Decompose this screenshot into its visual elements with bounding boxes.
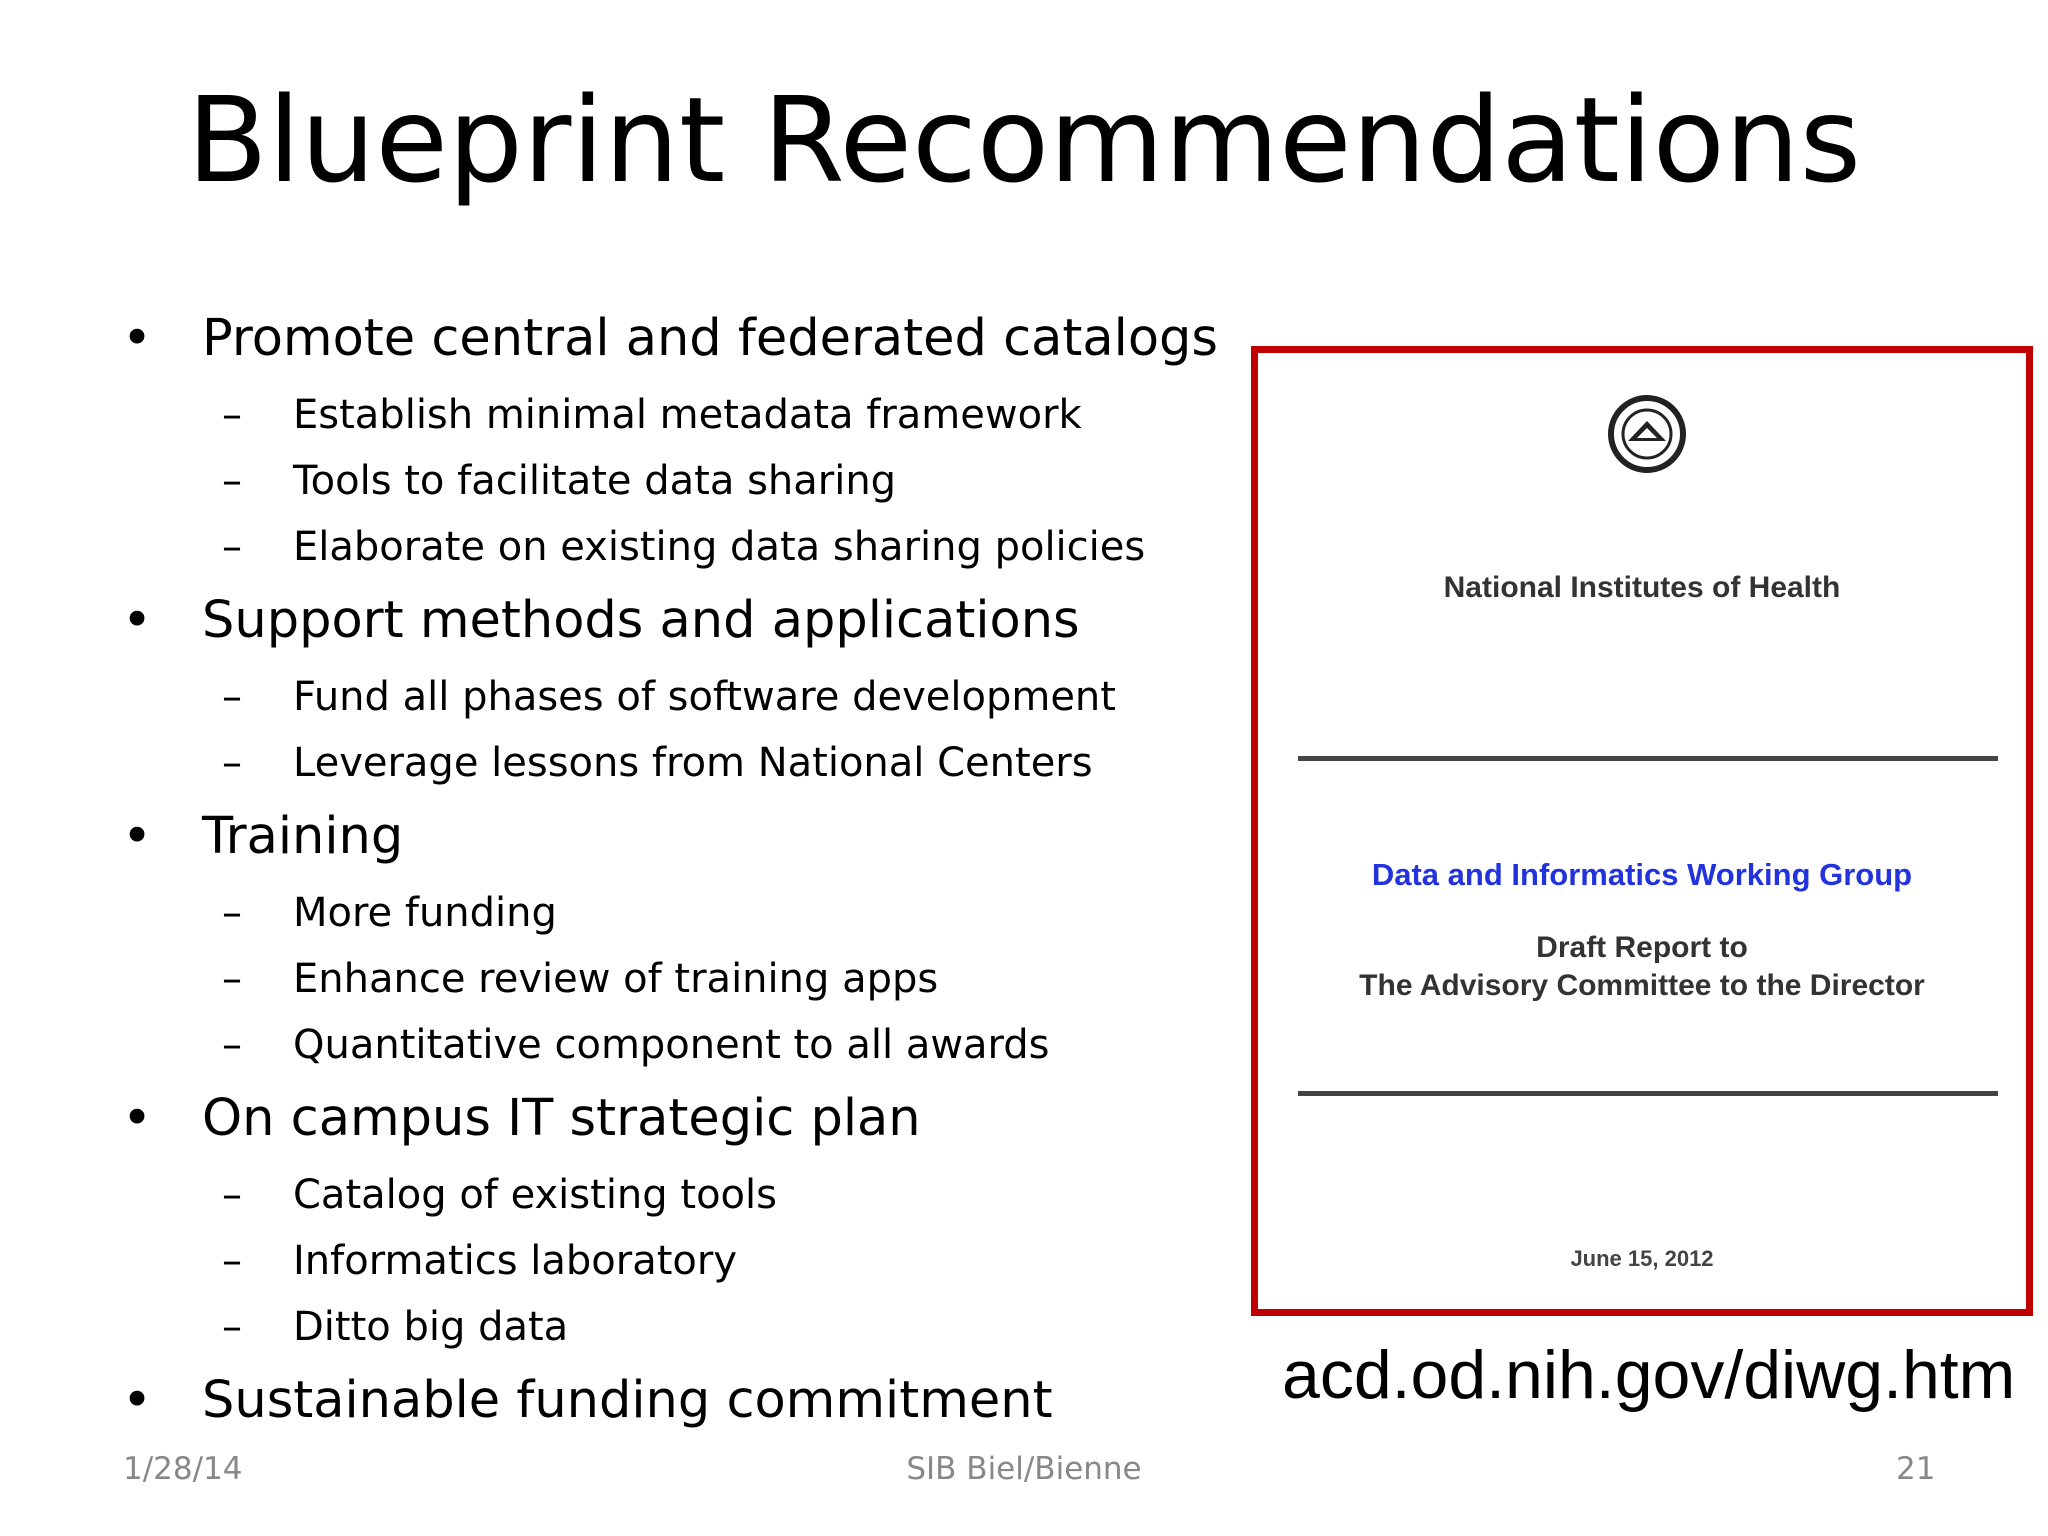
sub-bullet-item bbox=[118, 382, 1258, 448]
bullet-item bbox=[118, 1370, 1258, 1432]
report-url[interactable]: acd.od.nih.gov/diwg.htm bbox=[1282, 1337, 2016, 1413]
footer-center-text: SIB Biel/Bienne bbox=[906, 1451, 1142, 1487]
dash-marker: – bbox=[222, 1238, 242, 1284]
bullet-text: Support methods and applications bbox=[202, 591, 1080, 650]
bullet-text: On campus IT strategic plan bbox=[202, 1089, 921, 1148]
sub-bullet-list bbox=[118, 1162, 1258, 1360]
report-working-group: Data and Informatics Working Group bbox=[1371, 857, 1913, 892]
bullet-list bbox=[118, 308, 1258, 1446]
bullet-marker: • bbox=[122, 309, 153, 368]
bullet-text: Sustainable funding commitment bbox=[202, 1371, 1053, 1430]
bullet-marker: • bbox=[122, 1089, 153, 1148]
sub-bullet-item bbox=[118, 880, 1258, 946]
dash-marker: – bbox=[222, 392, 242, 438]
dash-marker: – bbox=[222, 890, 242, 936]
sub-bullet-item bbox=[118, 1162, 1258, 1228]
cover-rule-top bbox=[1298, 756, 1998, 761]
sub-bullet-list bbox=[118, 382, 1258, 580]
sub-bullet-item bbox=[118, 1294, 1258, 1360]
report-date: June 15, 2012 bbox=[1570, 1246, 1714, 1271]
dash-marker: – bbox=[222, 956, 242, 1002]
dash-marker: – bbox=[222, 1022, 242, 1068]
bullet-item bbox=[118, 590, 1258, 652]
sub-bullet-text: Elaborate on existing data sharing policies bbox=[293, 524, 1146, 570]
bullet-text: Training bbox=[202, 807, 404, 866]
sub-bullet-item bbox=[118, 730, 1258, 796]
cover-rule-bottom bbox=[1298, 1091, 1998, 1096]
sub-bullet-list bbox=[118, 664, 1258, 796]
sub-bullet-list bbox=[118, 880, 1258, 1078]
report-cover-frame bbox=[1251, 346, 2033, 1316]
sub-bullet-text: Enhance review of training apps bbox=[293, 956, 939, 1002]
sub-bullet-text: Tools to facilitate data sharing bbox=[293, 458, 897, 504]
sub-bullet-item bbox=[118, 1228, 1258, 1294]
sub-bullet-text: Leverage lessons from National Centers bbox=[293, 740, 1093, 786]
sub-bullet-text: Ditto big data bbox=[293, 1304, 569, 1350]
sub-bullet-text: Informatics laboratory bbox=[293, 1238, 737, 1284]
dash-marker: – bbox=[222, 1172, 242, 1218]
dash-marker: – bbox=[222, 458, 242, 504]
dash-marker: – bbox=[222, 674, 242, 720]
dash-marker: – bbox=[222, 524, 242, 570]
bullet-marker: • bbox=[122, 807, 153, 866]
bullet-item bbox=[118, 308, 1258, 370]
bullet-item bbox=[118, 806, 1258, 868]
slide-title: Blueprint Recommendations bbox=[186, 71, 1862, 209]
sub-bullet-item bbox=[118, 448, 1258, 514]
footer-date: 1/28/14 bbox=[123, 1451, 243, 1487]
sub-bullet-text: Quantitative component to all awards bbox=[293, 1022, 1050, 1068]
sub-bullet-text: More funding bbox=[293, 890, 557, 936]
sub-bullet-item bbox=[118, 514, 1258, 580]
sub-bullet-item bbox=[118, 1012, 1258, 1078]
sub-bullet-text: Catalog of existing tools bbox=[293, 1172, 777, 1218]
sub-bullet-item bbox=[118, 664, 1258, 730]
dash-marker: – bbox=[222, 740, 242, 786]
bullet-text: Promote central and federated catalogs bbox=[202, 309, 1218, 368]
sub-bullet-item bbox=[118, 946, 1258, 1012]
sub-bullet-text: Establish minimal metadata framework bbox=[293, 392, 1082, 438]
bullet-item bbox=[118, 1088, 1258, 1150]
bullet-marker: • bbox=[122, 1371, 153, 1430]
hhs-seal-icon bbox=[1606, 393, 1688, 475]
bullet-marker: • bbox=[122, 591, 153, 650]
report-subtitle-line-1: Draft Report to bbox=[1536, 931, 1748, 964]
slide-number: 21 bbox=[1896, 1451, 1936, 1487]
report-subtitle bbox=[1258, 929, 2026, 1005]
sub-bullet-text: Fund all phases of software development bbox=[293, 674, 1116, 720]
report-subtitle-line-2: The Advisory Committee to the Director bbox=[1359, 969, 1925, 1002]
report-organization: National Institutes of Health bbox=[1443, 571, 1841, 604]
bullet-spacer bbox=[118, 1432, 1258, 1446]
dash-marker: – bbox=[222, 1304, 242, 1350]
